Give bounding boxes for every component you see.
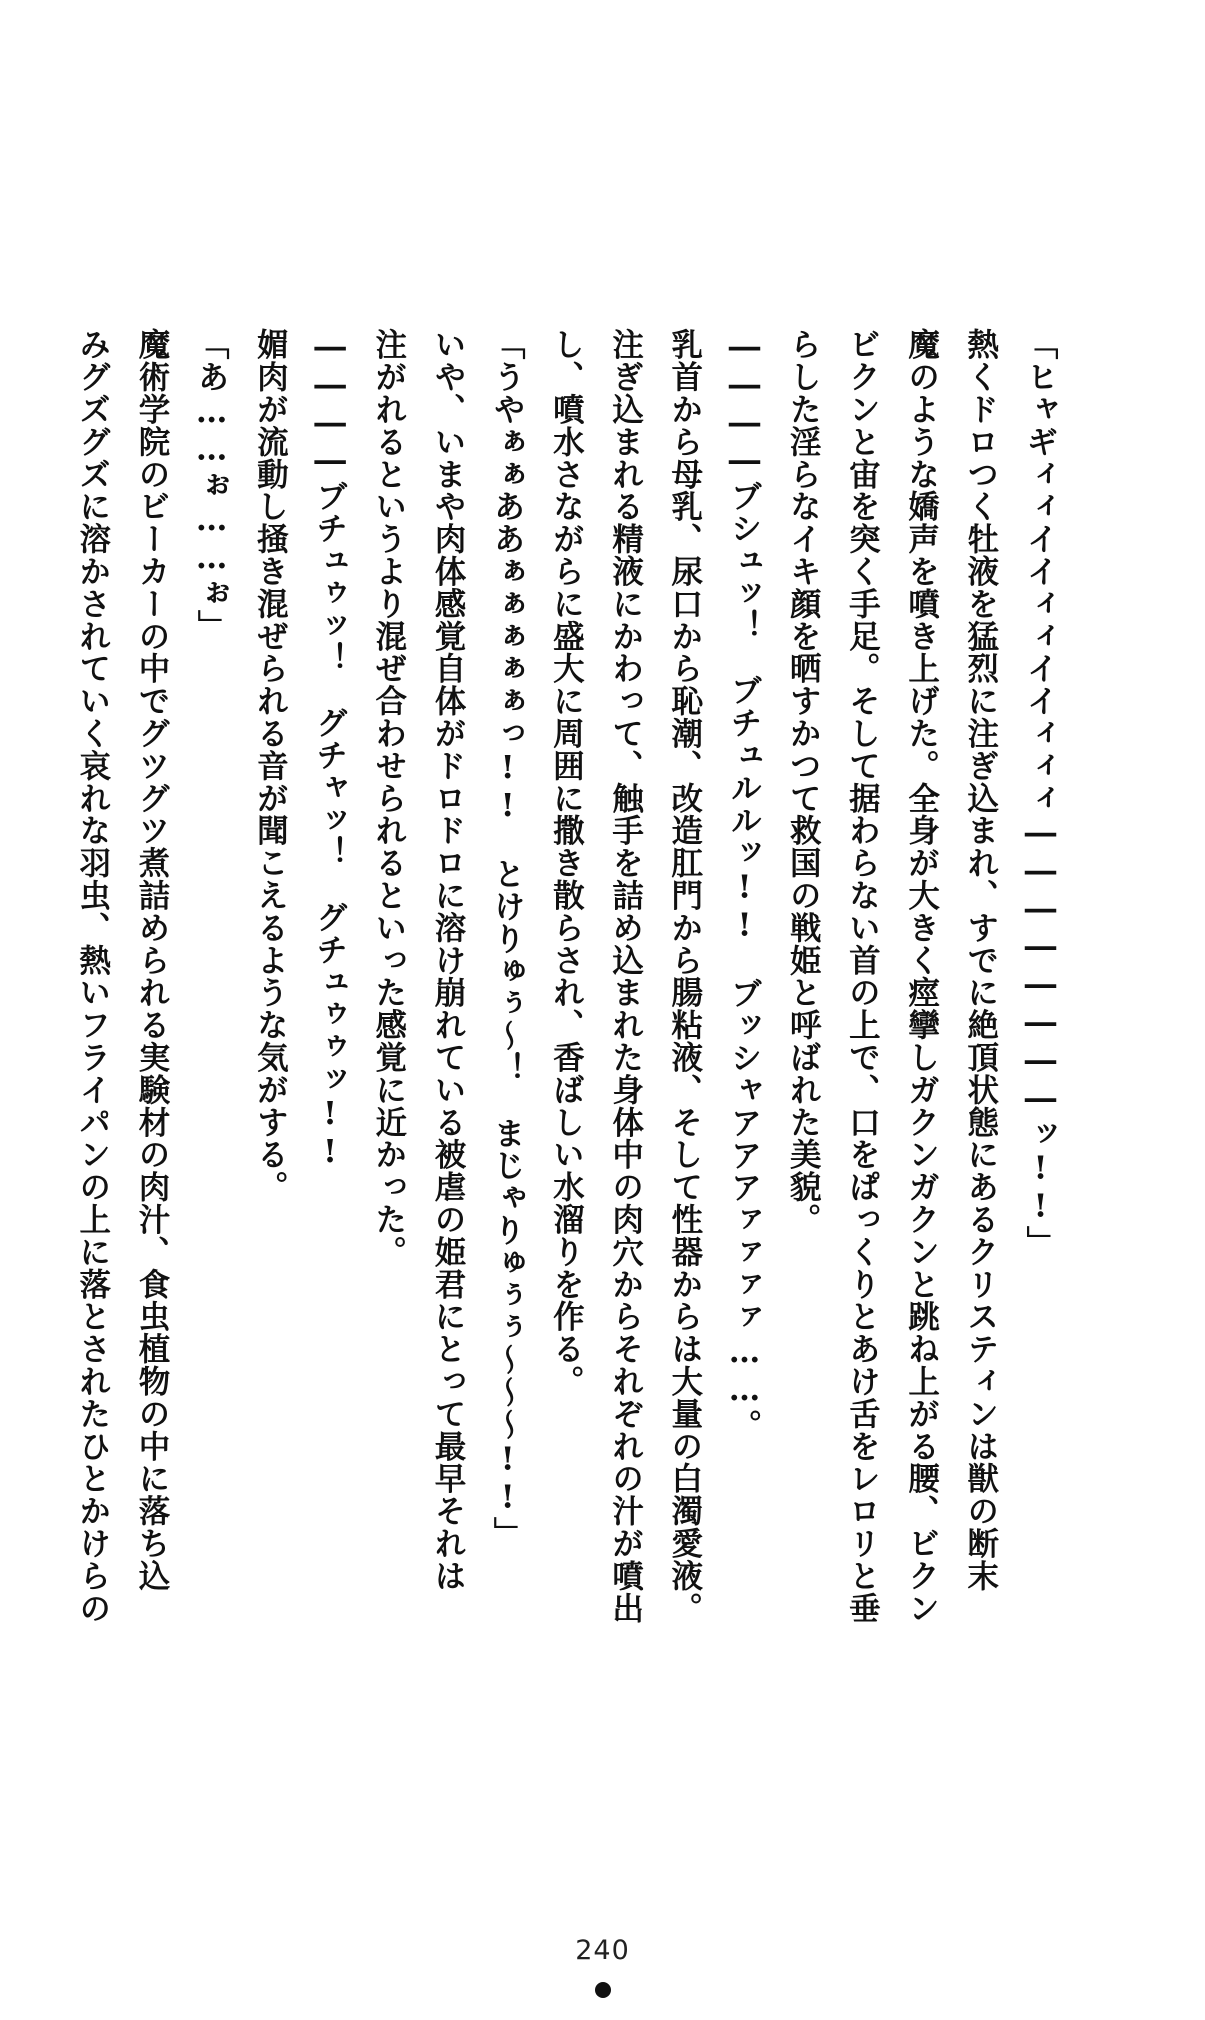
text-line: らした淫らなイキ顔を晒すかつて救国の戦姫と呼ばれた美貌。 — [785, 328, 823, 1236]
text-line: 乳首から母乳、尿口から恥潮、改造肛門から腸粘液、そして性器からは大量の白濁愛液。 — [666, 328, 704, 1624]
text-line: ビクンと宙を突く手足。そして据わらない首の上で、口をぱっくりとあけ舌をレロリと垂 — [844, 328, 882, 1624]
text-line: 「ヒャギィィイイィィイイィィィ――――――――ッ!!」 — [1022, 328, 1059, 1258]
vertical-text-body — [74, 328, 1070, 1748]
text-line: 「うやぁぁああぁぁぁぁぁっ!! とけりゅぅ～！ まじゃりゅぅぅ～～～!!」 — [489, 328, 527, 1549]
page-marker-dot — [595, 1982, 611, 1998]
text-line: 注がれるというより混ぜ合わせられるといった感覚に近かった。 — [370, 328, 408, 1268]
text-line: 媚肉が流動し掻き混ぜられる音が聞こえるような気がする。 — [252, 328, 290, 1203]
text-line: 「あ……ぉ……ぉ」 — [193, 328, 231, 642]
page-number: 240 — [575, 1935, 630, 1966]
text-line: し、噴水さながらに盛大に周囲に撒き散らされ、香ばしい水溜りを作る。 — [548, 328, 586, 1398]
text-line: 注ぎ込まれる精液にかわって、触手を詰め込まれた身体中の肉穴からそれぞれの汁が噴出 — [607, 328, 645, 1624]
text-line: 魔術学院のビーカーの中でグツグツ煮詰められる実験材の肉汁、食虫植物の中に落ち込 — [133, 328, 171, 1592]
text-line: みグズグズに溶かされていく哀れな羽虫、熱いフライパンの上に落とされたひとかけらの — [74, 328, 112, 1624]
text-line: 熱くドロつく牡液を猛烈に注ぎ込まれ、すでに絶頂状態にあるクリスティンは獣の断末 — [962, 328, 1000, 1592]
text-line: 魔のような嬌声を噴き上げた。全身が大きく痙攣しガクンガクンと跳ね上がる腰、ビクン — [903, 328, 941, 1624]
text-line: ――――ブシュッ！ ブチュルルッ!! ブッシャアアアァァァァ……。 — [725, 328, 763, 1442]
text-line: ――――ブチュゥッ！ グチャッ！ グチュゥゥッ!! — [311, 328, 349, 1171]
text-line: いや、いまや肉体感覚自体がドロドロに溶け崩れている被虐の姫君にとって最早それは — [429, 328, 467, 1592]
